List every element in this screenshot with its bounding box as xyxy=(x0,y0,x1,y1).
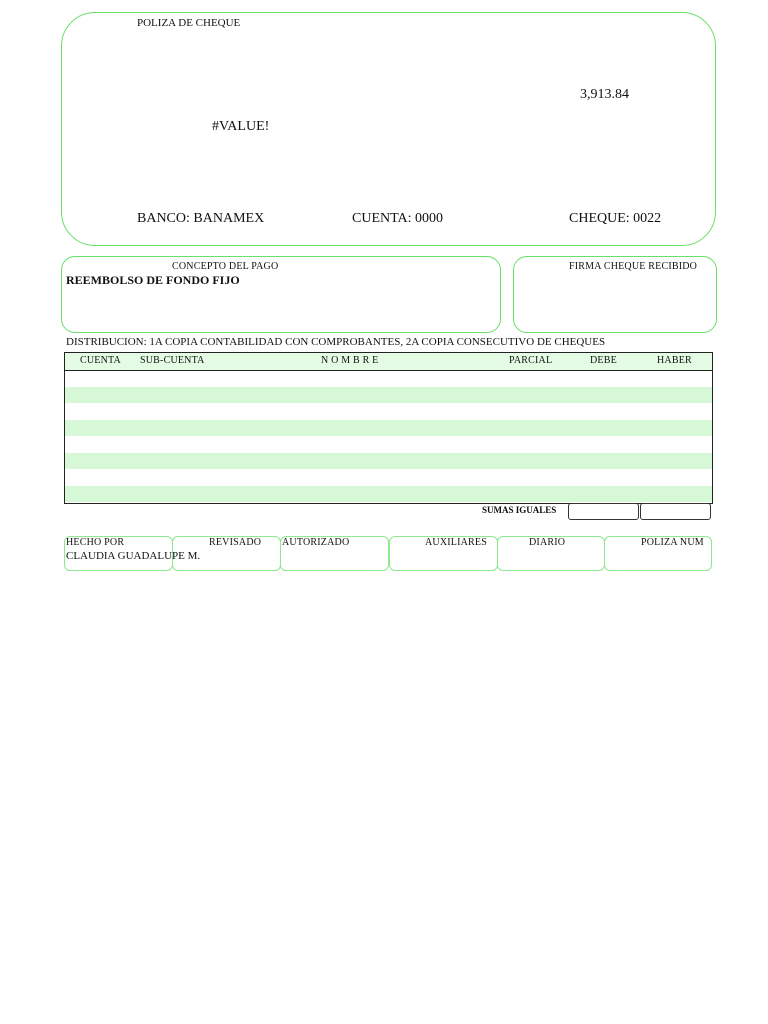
diario-label: DIARIO xyxy=(529,537,566,548)
table-header xyxy=(65,353,712,371)
cuenta-label: CUENTA: 0000 xyxy=(352,211,444,226)
hecho-por-label: HECHO POR xyxy=(66,537,125,548)
auxiliares-label: AUXILIARES xyxy=(425,537,487,548)
sum-haber-field xyxy=(640,503,711,520)
table-row xyxy=(65,469,712,486)
table-row xyxy=(65,420,712,437)
table-row xyxy=(65,387,712,404)
sum-debe-field xyxy=(568,503,639,520)
table-row xyxy=(65,403,712,420)
cheque-amount: 3,913.84 xyxy=(580,87,629,102)
table-row xyxy=(65,486,712,503)
table-row xyxy=(65,436,712,453)
col-sub-cuenta: SUB-CUENTA xyxy=(140,355,205,366)
banco-label: BANCO: BANAMEX xyxy=(137,211,265,226)
distribucion-note: DISTRIBUCION: 1A COPIA CONTABILIDAD CON COMPROBANTES, 2A COPIA CONSECUTIVO DE CHEQUES xyxy=(66,336,606,348)
col-haber: HABER xyxy=(657,355,692,366)
concepto-label: CONCEPTO DEL PAGO xyxy=(172,261,279,272)
hecho-por-name: CLAUDIA GUADALUPE M. xyxy=(66,550,201,562)
col-debe: DEBE xyxy=(590,355,617,366)
sumas-iguales-label: SUMAS IGUALES xyxy=(482,505,557,515)
col-nombre: N O M B R E xyxy=(321,355,379,366)
distribution-table xyxy=(64,352,713,504)
concepto-value: REEMBOLSO DE FONDO FIJO xyxy=(66,273,240,287)
firma-label: FIRMA CHEQUE RECIBIDO xyxy=(569,261,698,272)
cheque-amount-words: #VALUE! xyxy=(212,119,270,134)
cheque-title: POLIZA DE CHEQUE xyxy=(137,17,241,29)
poliza-num-label: POLIZA NUM xyxy=(641,537,704,548)
cheque-number: CHEQUE: 0022 xyxy=(569,211,662,226)
table-row xyxy=(65,370,712,387)
revisado-label: REVISADO xyxy=(209,537,262,548)
col-cuenta: CUENTA xyxy=(80,355,121,366)
autorizado-label: AUTORIZADO xyxy=(282,537,350,548)
table-row xyxy=(65,453,712,470)
concepto-box xyxy=(61,256,501,333)
col-parcial: PARCIAL xyxy=(509,355,553,366)
